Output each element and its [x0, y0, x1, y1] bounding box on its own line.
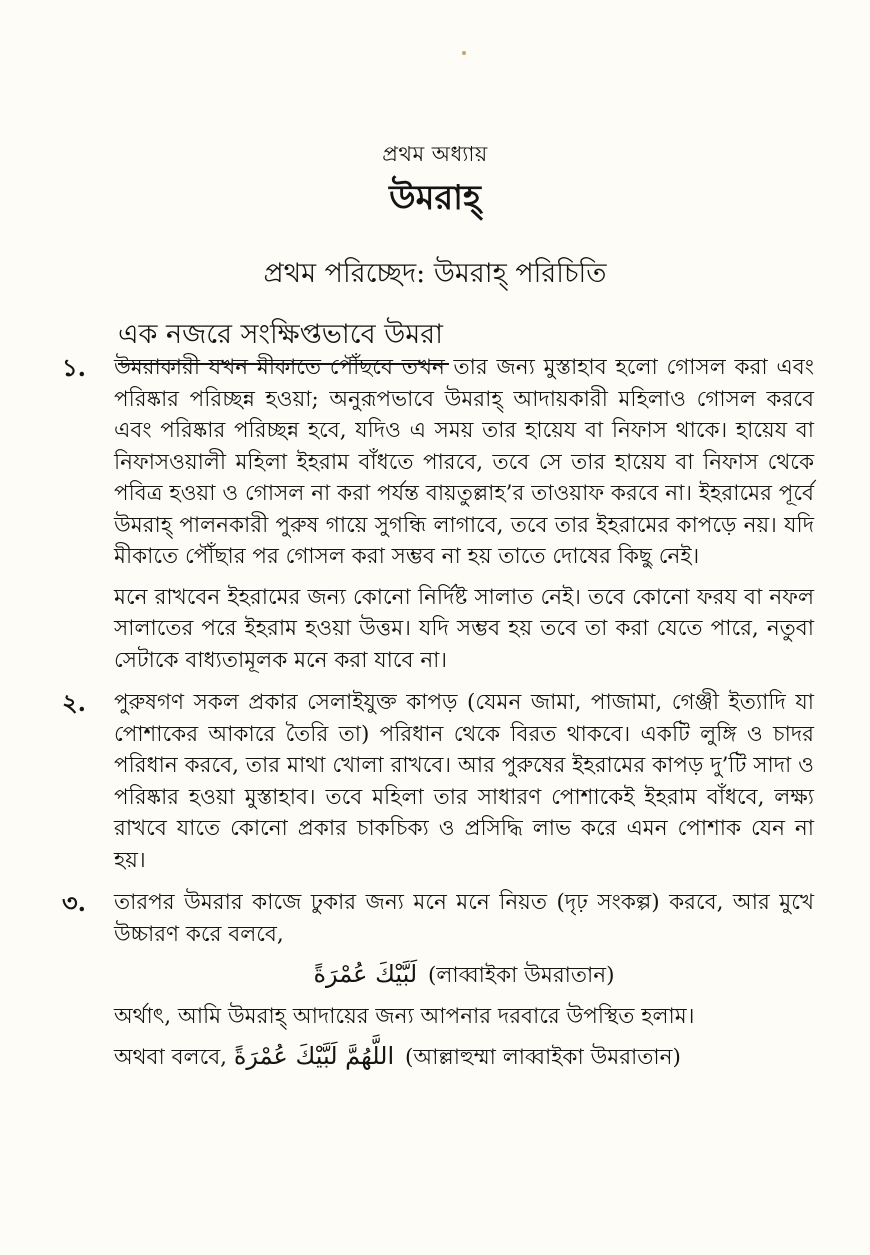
talbiyah-arabic: لَبَّيْكَ عُمْرَةً: [313, 960, 418, 988]
subheading: এক নজরে সংক্ষিপ্তভাবে উমরা: [118, 314, 449, 365]
alternative-arabic: اللَّهُمَّ لَبَّيْكَ عُمْرَةً: [233, 1042, 395, 1070]
list-item-1: [62, 352, 814, 676]
item-paragraph: পুরুষগণ সকল প্রকার সেলাইযুক্ত কাপড় (যেমন জামা, পাজামা, গেঞ্জী ইত্যাদি যা পোশাকের আকারে তৈরি তা) পরিধান থেকে বিরত থাকবে। একটি লুঙ্গি ও চাদর পরিধান করবে, তার মাথা খোলা রাখবে। আর পুরুষের ইহরামের কাপড় দু’টি সাদা ও পরিষ্কার হওয়া মুস্তাহাব। তবে মহিলা তার সাধারণ পোশাকেই ইহরাম বাঁধবে, লক্ষ্য রাখবে যাতে কোনো প্রকার চাকচিক্য ও প্রসিদ্ধি লাভ করে এমন পোশাক যেন না হয়।: [114, 690, 814, 873]
alternative-prefix: অথবা বলবে,: [114, 1045, 228, 1070]
numbered-list: [62, 352, 814, 1074]
item-paragraph: উমরাকারী যখন মীকাতে পৌঁছবে তখন তার জন্য মুস্তাহাব হলো গোসল করা এবং পরিষ্কার পরিচ্ছন্ন হওয়া; অনুরূপভাবে উমরাহ্ আদায়কারী মহিলাও গোসল করবে এবং পরিষ্কার পরিচ্ছন্ন হবে, যদিও এ সময় তার হায়েয বা নিফাস থাকে। হায়েয বা নিফাসওয়ালী মহিলা ইহরাম বাঁধতে পারবে, তবে সে তার হায়েয বা নিফাস থেকে পবিত্র হওয়া ও গোসল না করা পর্যন্ত বায়তুল্লাহ’র তাওয়াফ করবে না। ইহরামের পূর্বে উমরাহ্ পালনকারী পুরুষ গায়ে সুগন্ধি লাগাবে, তবে তার ইহরামের কাপড়ে নয়। যদি মীকাতে পৌঁছার পর গোসল করা সম্ভব না হয় তাতে দোষের কিছু নেই।: [114, 355, 814, 569]
talbiyah-transliteration: (লাব্বাইকা উমরাতান): [427, 963, 615, 988]
alternative-transliteration: (আল্লাহুম্মা লাব্বাইকা উমরাতান): [404, 1045, 681, 1070]
paper-speck: [462, 51, 466, 55]
item-paragraph: মনে রাখবেন ইহরামের জন্য কোনো নির্দিষ্ট সালাত নেই। তবে কোনো ফরয বা নফল সালাতের পরে ইহরাম হওয়া উত্তম। যদি সম্ভব হয় তবে তা করা যেতে পারে, নতুবা সেটাকে বাধ্যতামূলক মনে করা যাবে না।: [114, 584, 814, 673]
alternative-talbiyah-line: [114, 1041, 814, 1074]
list-item-2: [62, 687, 814, 876]
talbiyah-line: [114, 959, 814, 992]
item-number: ১.: [62, 353, 86, 382]
item-paragraph: তারপর উমরার কাজে ঢুকার জন্য মনে মনে নিয়ত (দৃঢ় সংকল্প) করবে, আর মুখে উচ্চারণ করে বলবে,: [114, 890, 814, 947]
list-item-3: [62, 887, 814, 1074]
meaning-line: অর্থাৎ, আমি উমরাহ্ আদায়ের জন্য আপনার দরবারে উপস্থিত হলাম।: [114, 1003, 695, 1029]
section-title: প্রথম পরিচ্ছেদ: উমরাহ্ পরিচিতি: [263, 258, 607, 289]
chapter-title: উমরাহ্: [389, 178, 481, 218]
item-number: ৩.: [62, 888, 86, 917]
chapter-label: প্রথম অধ্যায়: [382, 142, 488, 166]
item-number: ২.: [62, 688, 86, 717]
